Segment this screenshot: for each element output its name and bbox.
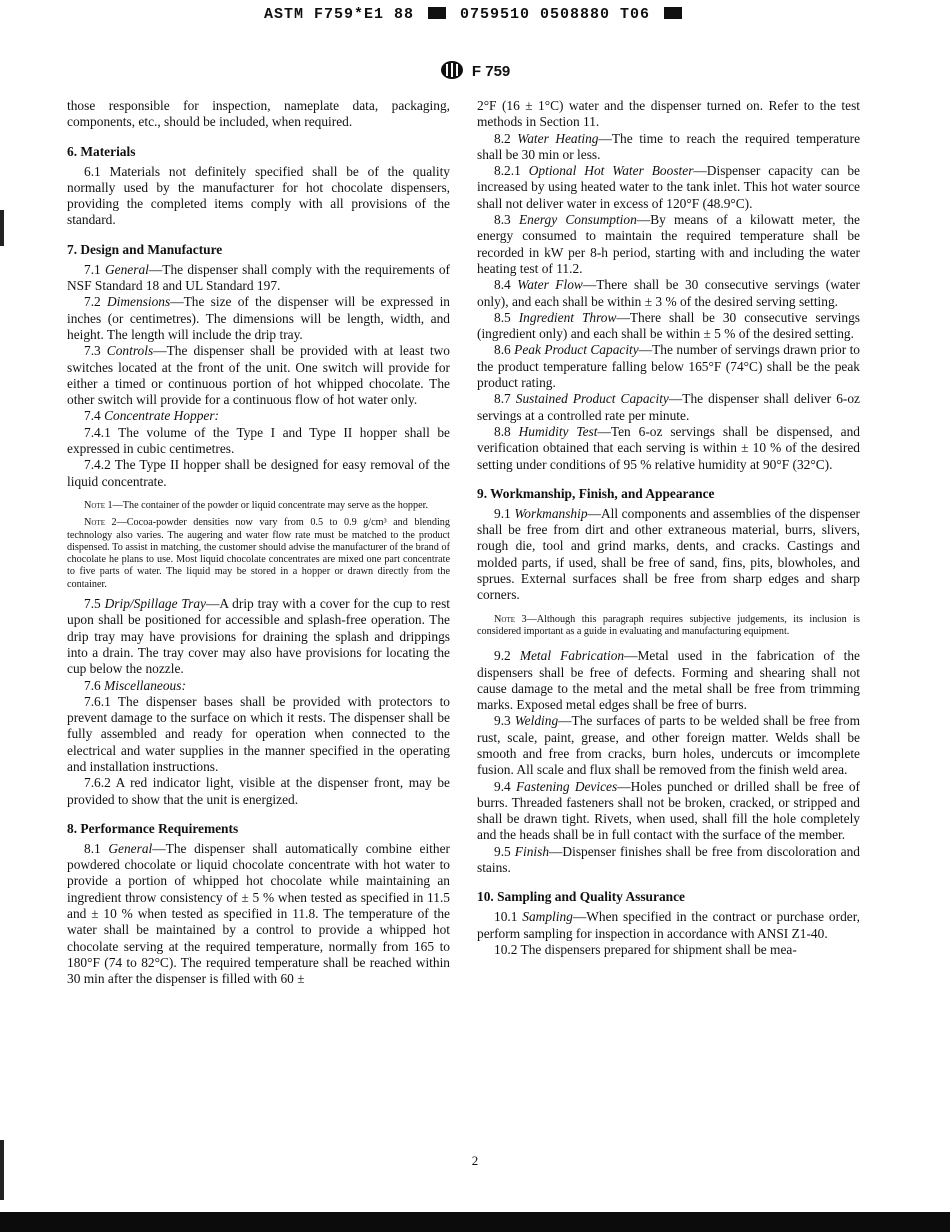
black-block-mark bbox=[428, 7, 446, 19]
paragraph: 2°F (16 ± 1°C) water and the dispenser turned on. Refer to the test methods in Section 11. bbox=[477, 98, 860, 130]
paragraph: 8.1 General—The dispenser shall automatically combine either powdered chocolate or liquid chocolate concentrate with hot water to provide a portion of whipped hot chocolate while maintaining an ingredient throw consistency of ± 5 % when tested as specified in 11.5 and ± 10 % when tested as specified in 11.8. The temperature of the water shall be maintained by a control to provide a whipped hot chocolate serving at the required temperature, normally from 165 to 180°F (74 to 82°C). The required temperature shall be reached within 30 min after the dispenser is filled with 60 ± bbox=[67, 840, 450, 987]
section-heading: 10. Sampling and Quality Assurance bbox=[477, 889, 685, 905]
scan-edge-mark bbox=[0, 210, 4, 246]
paragraph: 10.2 The dispensers prepared for shipment shall be mea- bbox=[494, 941, 797, 957]
scan-bottom-border bbox=[0, 1212, 950, 1232]
paragraph: 8.4 Water Flow—There shall be 30 consecutive servings (water only), and each shall be within ± 3 % of the desired serving setting. bbox=[477, 277, 860, 309]
scan-header-line bbox=[0, 6, 950, 23]
page-number: 2 bbox=[471, 1153, 479, 1168]
note: Note 3—Although this paragraph requires subjective judgements, its inclusion is considered important as a guide in evaluating and manufacturing equipment. bbox=[477, 613, 860, 637]
paragraph: 7.2 Dimensions—The size of the dispenser will be expressed in inches (or centimetres). The dimensions will be length, width, and height. The length will include the drip tray. bbox=[67, 294, 450, 342]
paragraph: 10.1 Sampling—When specified in the contract or purchase order, perform sampling for inspection in accordance with ANSI Z1-40. bbox=[477, 909, 860, 941]
paragraph: 9.1 Workmanship—All components and assemblies of the dispenser shall be free from dirt and other extraneous material, burrs, slivers, rough die, tool and grind marks, dents, and cracks. Castings and molded parts, if used, shall be free of sand, fins, pits, blowholes, and sprues. External surfaces shall be free from sharp edges and sharp corners. bbox=[477, 505, 860, 603]
paragraph: 6.1 Materials not definitely specified shall be of the quality normally used by the manufacturer for hot chocolate dispensers, providing the completed items comply with all provisions of the standard. bbox=[67, 163, 450, 228]
note: Note 2—Cocoa-powder densities now vary from 0.5 to 0.9 g/cm³ and blending technology also varies. The augering and water flow rate must be matched to the product dispensed. To assist in matching, the customer should advise the manufacturer of the brand of chocolate he plans to use. Most liquid chocolate concentrates are mixed one part concentrate to five parts of water. The liquid may be stored in a hopper or drawn directly from the container. bbox=[67, 517, 450, 590]
paragraph: 8.7 Sustained Product Capacity—The dispenser shall deliver 6-oz servings at a controlled rate per minute. bbox=[477, 391, 860, 423]
paragraph: those responsible for inspection, nameplate data, packaging, components, etc., should be included, when required. bbox=[67, 98, 450, 130]
paragraph: 7.1 General—The dispenser shall comply with the requirements of NSF Standard 18 and UL Standard 197. bbox=[67, 261, 450, 294]
paragraph: 8.3 Energy Consumption—By means of a kilowatt meter, the energy consumed to maintain the required temperature shall be recorded in kW per 8-h period, starting with and including the water heating test of 11.2. bbox=[477, 212, 860, 276]
paragraph: 7.5 Drip/Spillage Tray—A drip tray with a cover for the cup to rest upon shall be positioned for accessible and splash-free operation. The drip tray may have provisions for draining the splash and drippings into a drain. The tray cover may also have provisions for locating the cup below the nozzle. bbox=[67, 596, 450, 677]
note: Note 1—The container of the powder or liquid concentrate may serve as the hopper. bbox=[84, 499, 429, 511]
right-column bbox=[477, 98, 860, 958]
designation-number: F 759 bbox=[471, 62, 511, 80]
paragraph: 8.6 Peak Product Capacity—The number of servings drawn prior to the product temperature falling below 165°F (74°C) shall be the peak product rating. bbox=[477, 342, 860, 391]
paragraph: 7.6.1 The dispenser bases shall be provided with protectors to prevent damage to the surface on which it rests. The dispenser shall be fully assembled and ready for operation when connected to the electrical and water supplies in the manner specified in the operating and installation instructions. bbox=[67, 693, 450, 774]
section-heading: 7. Design and Manufacture bbox=[67, 241, 223, 257]
paragraph: 7.4.1 The volume of the Type I and Type II hopper shall be expressed in cubic centimetres. bbox=[67, 424, 450, 457]
header-barcode-number: 0759510 0508880 T06 bbox=[460, 6, 651, 23]
paragraph: 9.4 Fastening Devices—Holes punched or drilled shall be free of burrs. Threaded fasteners shall not be broken, cracked, or stripped and shall be drawn tight. Rivets, when used, shall fill the hole completely and the heads shall be in full contact with the surface of the member. bbox=[477, 778, 860, 843]
section-heading: 9. Workmanship, Finish, and Appearance bbox=[477, 485, 715, 501]
paragraph: 8.2 Water Heating—The time to reach the required temperature shall be 30 min or less. bbox=[477, 130, 861, 162]
paragraph: 8.2.1 Optional Hot Water Booster—Dispenser capacity can be increased by using heated water to the tank inlet. This hot water source shall not deliver water in excess of 120°F (48.9°C). bbox=[477, 163, 860, 211]
paragraph: 7.6 Miscellaneous: bbox=[84, 677, 186, 693]
paragraph: 9.5 Finish—Dispenser finishes shall be free from discoloration and stains. bbox=[477, 843, 860, 876]
paragraph: 7.6.2 A red indicator light, visible at the dispenser front, may be provided to show that the unit is energized. bbox=[67, 775, 450, 807]
header-code: ASTM F759*E1 88 bbox=[263, 6, 414, 23]
paragraph: 9.2 Metal Fabrication—Metal used in the fabrication of the dispensers shall be free of defects. Forming and shearing shall not cause damage to the metal and the metal shall be free from trimming marks. Exposed metal edges shall be free of burrs. bbox=[477, 648, 860, 713]
scan-edge-mark bbox=[0, 1140, 4, 1200]
paragraph: 7.3 Controls—The dispenser shall be provided with at least two switches located at the front of the unit. One switch will provide for either a timed or continuous portion of hot whipped chocolate. The other switch will provide for a continuous flow of hot water only. bbox=[67, 343, 450, 408]
paragraph: 7.4.2 The Type II hopper shall be designed for easy removal of the liquid concentrate. bbox=[67, 457, 450, 489]
designation-header bbox=[0, 60, 950, 84]
paragraph: 7.4 Concentrate Hopper: bbox=[84, 408, 220, 424]
paragraph: 8.8 Humidity Test—Ten 6-oz servings shall be dispensed, and verification obtained that each serving is within ± 10 % of the desired setting under conditions of 95 % relative humidity at 90°F (32°C). bbox=[477, 423, 860, 472]
astm-logo-icon bbox=[440, 60, 464, 84]
section-heading: 8. Performance Requirements bbox=[67, 820, 239, 836]
paragraph: 8.5 Ingredient Throw—There shall be 30 consecutive servings (ingredient only) and each shall be within ± 5 % of the desired setting. bbox=[477, 309, 860, 342]
left-column bbox=[67, 98, 450, 988]
paragraph: 9.3 Welding—The surfaces of parts to be welded shall be free from rust, scale, paint, grease, and other foreign matter. Welds shall be smooth and free from cracks, burn holes, undercuts or imcomplete fusion. All scale and flux shall be removed from the finish weld area. bbox=[477, 713, 860, 778]
section-heading: 6. Materials bbox=[67, 143, 136, 159]
black-block-mark bbox=[664, 7, 682, 19]
